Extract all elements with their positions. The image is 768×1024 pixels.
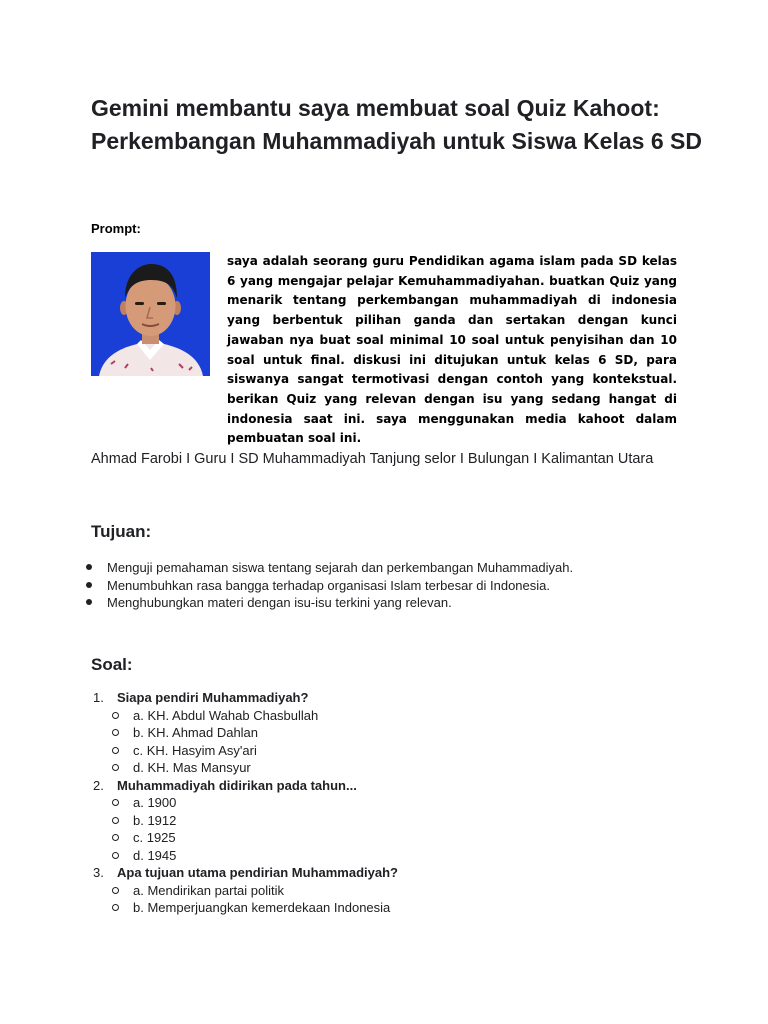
circle-bullet-icon (112, 747, 119, 754)
option-item: a. KH. Abdul Wahab Chasbullah (93, 707, 398, 725)
option-item: b. 1912 (93, 812, 398, 830)
option-list (93, 707, 398, 777)
document-title: Gemini membantu saya membuat soal Quiz Kahoot: Perkembangan Muhammadiyah untuk Siswa Kelas 6 SD (91, 95, 702, 154)
portrait-image (91, 252, 210, 376)
circle-bullet-icon (112, 817, 119, 824)
author-byline: Ahmad Farobi I Guru I SD Muhammadiyah Tanjung selor I Bulungan I Kalimantan Utara (91, 451, 654, 467)
option-list (93, 882, 398, 917)
author-photo (91, 252, 210, 376)
question-text: Apa tujuan utama pendirian Muhammadiyah? (117, 865, 398, 880)
list-item: Menguji pemahaman siswa tentang sejarah dan perkembangan Muhammadiyah. (86, 559, 573, 577)
circle-bullet-icon (112, 904, 119, 911)
soal-heading: Soal: (91, 655, 133, 674)
question-item: 3. Apa tujuan utama pendirian Muhammadiyah? a. Mendirikan partai politik b. Memperjuangkan kemerdekaan Indonesia (93, 865, 398, 915)
question-text: Siapa pendiri Muhammadiyah? (117, 690, 309, 705)
question-text: Muhammadiyah didirikan pada tahun... (117, 777, 357, 793)
bullet-icon (86, 599, 92, 605)
option-item: d. 1945 (93, 847, 398, 865)
option-item: b. Memperjuangkan kemerdekaan Indonesia (93, 899, 398, 917)
option-item: a. Mendirikan partai politik (93, 882, 398, 900)
question-item: 1. Siapa pendiri Muhammadiyah? a. KH. Abdul Wahab Chasbullah b. KH. Ahmad Dahlan c. KH. Hasyim Asy'ari d. KH. Mas Mansyur (93, 689, 398, 777)
option-item: c. 1925 (93, 829, 398, 847)
option-item: a. 1900 (93, 794, 398, 812)
circle-bullet-icon (112, 729, 119, 736)
tujuan-list (86, 559, 573, 612)
question-item: 2. Muhammadiyah didirikan pada tahun... a. 1900 b. 1912 c. 1925 d. 1945 (93, 777, 398, 865)
list-item: Menghubungkan materi dengan isu-isu terkini yang relevan. (86, 594, 573, 612)
circle-bullet-icon (112, 834, 119, 841)
list-item: Menumbuhkan rasa bangga terhadap organisasi Islam terbesar di Indonesia. (86, 577, 573, 595)
bullet-icon (86, 582, 92, 588)
question-list (93, 689, 398, 917)
prompt-label: Prompt: (91, 221, 141, 236)
circle-bullet-icon (112, 852, 119, 859)
bullet-icon (86, 564, 92, 570)
option-list (93, 794, 398, 864)
tujuan-heading: Tujuan: (91, 522, 152, 541)
circle-bullet-icon (112, 764, 119, 771)
circle-bullet-icon (112, 887, 119, 894)
prompt-text: saya adalah seorang guru Pendidikan agama islam pada SD kelas 6 yang mengajar pelajar Kemuhammadiyahan. buatkan Quiz yang menarik tentang perkembangan muhammadiyah di indonesia yang berbentuk pilihan ganda dan sertakan dengan kunci jawaban nya buat soal minimal 10 soal untuk penyisihan dan 10 soal untuk final. diskusi ini ditujukan untuk kelas 6 SD, para siswanya sangat termotivasi dengan contoh yang kontekstual. berikan Quiz yang relevan dengan isu yang sedang hangat di indonesia saat ini. saya menggunakan media kahoot dalam pembuatan soal ini. (227, 254, 677, 446)
option-item: d. KH. Mas Mansyur (93, 759, 398, 777)
option-item: b. KH. Ahmad Dahlan (93, 724, 398, 742)
option-item: c. KH. Hasyim Asy'ari (93, 742, 398, 760)
circle-bullet-icon (112, 712, 119, 719)
circle-bullet-icon (112, 799, 119, 806)
